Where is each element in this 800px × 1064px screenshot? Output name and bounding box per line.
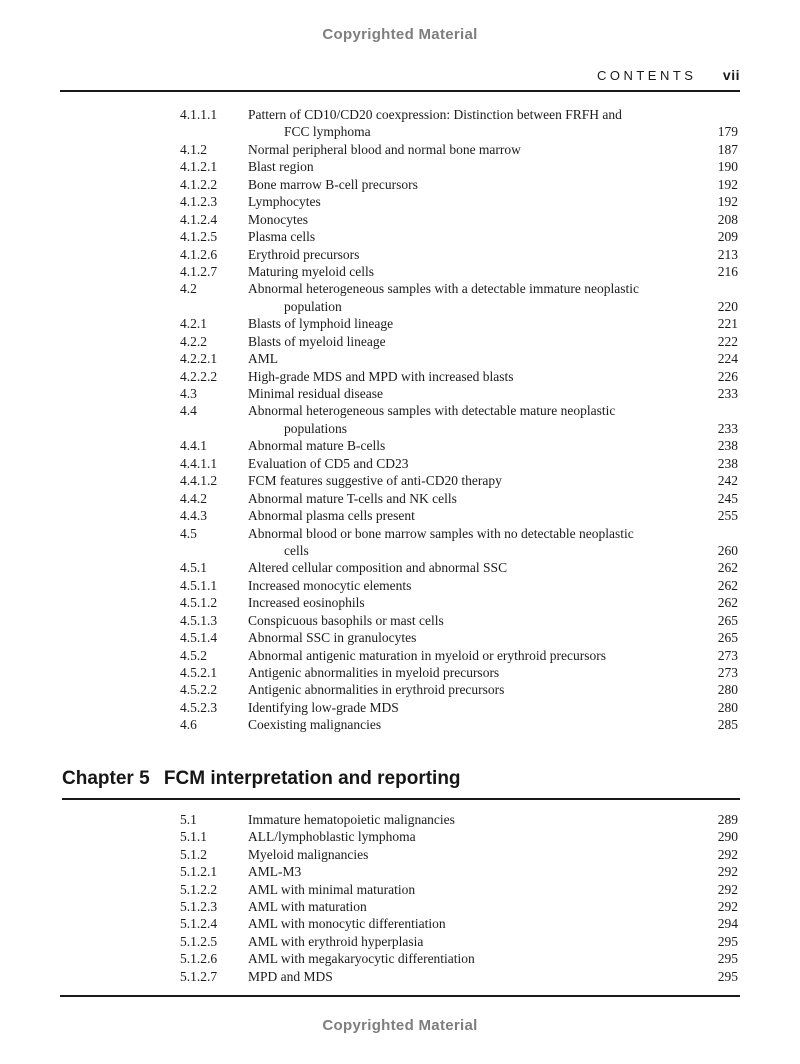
- toc-entry-number: 4.4.1.1: [180, 455, 218, 471]
- toc-entry-title: populations: [284, 420, 347, 436]
- toc-entry-page: 295: [717, 968, 738, 984]
- toc-entry-page: 216: [717, 263, 738, 279]
- toc-entry-line: [180, 664, 738, 681]
- toc-entry-line: [180, 594, 738, 611]
- toc-entry-title: Myeloid malignancies: [248, 846, 369, 862]
- toc-entry-number: 5.1.2.3: [180, 898, 218, 914]
- toc-entry-page: 238: [717, 438, 738, 454]
- toc-entry-title: Antigenic abnormalities in myeloid precursors: [248, 665, 500, 680]
- toc-entry-number: 5.1.2.2: [180, 881, 218, 897]
- toc-entry-page: 233: [717, 420, 738, 436]
- toc-entry-number: 5.1.2.5: [180, 933, 218, 949]
- toc-entry-line: [180, 472, 738, 489]
- toc-entry-number: 4.4.1.2: [180, 473, 218, 489]
- toc-entry-title: Conspicuous basophils or mast cells: [248, 612, 444, 628]
- toc-entry-title: Erythroid precursors: [248, 246, 360, 262]
- toc-entry-title: Altered cellular composition and abnormal SSC: [248, 560, 508, 576]
- toc-entry-page: 280: [717, 682, 738, 698]
- toc-entry-title: Abnormal SSC in granulocytes: [248, 630, 417, 646]
- toc-entry-number: 4.1.2.4: [180, 211, 218, 227]
- toc-entry-title: AML with megakaryocytic differentiation: [248, 951, 475, 967]
- toc-entry-line: [180, 106, 738, 123]
- toc-entry-line: [180, 368, 738, 385]
- toc-entry-line: [180, 158, 738, 175]
- toc-entry-line: [180, 141, 738, 158]
- toc-entry-page: 179: [717, 124, 738, 140]
- toc-chapter5-entries: [180, 811, 738, 985]
- toc-entry-number: 4.5.2: [180, 647, 207, 663]
- toc-entry-number: 4.2.2.2: [180, 368, 218, 384]
- toc-entry-line: [180, 950, 738, 967]
- toc-entry-title: AML with minimal maturation: [248, 881, 416, 897]
- toc-entry-title: Monocytes: [248, 211, 308, 227]
- toc-entry-page: 292: [717, 864, 738, 880]
- chapter5-label: Chapter 5: [62, 767, 150, 789]
- toc-entry-page: 224: [717, 351, 738, 367]
- toc-entry-page: 262: [717, 595, 738, 611]
- toc-entry-page: 260: [717, 542, 738, 558]
- toc-entry-title: ALL/lymphoblastic lymphoma: [248, 829, 416, 845]
- toc-entry-line: [180, 881, 738, 898]
- toc-entry-page: 209: [717, 229, 738, 245]
- toc-entry-number: 4.5.1.3: [180, 612, 218, 628]
- page-number-folio: vii: [722, 67, 740, 83]
- toc-entry-number: 5.1: [180, 811, 197, 827]
- toc-entry-title: Abnormal antigenic maturation in myeloid or erythroid precursors: [248, 647, 607, 663]
- toc-entry-title: Antigenic abnormalities in erythroid precursors: [248, 682, 505, 698]
- toc-entry-number: 4.2.1: [180, 316, 207, 332]
- toc-entry-line: [180, 246, 738, 263]
- toc-entry-number: 4.2.2.1: [180, 351, 218, 367]
- toc-entry-title: Plasma cells: [248, 229, 316, 245]
- toc-entry-line: [180, 846, 738, 863]
- toc-entry-number: 4.5.1.4: [180, 630, 218, 646]
- toc-entry-page: 226: [717, 368, 738, 384]
- toc-entry-title: Blasts of lymphoid lineage: [248, 316, 394, 332]
- toc-entry-page: 292: [717, 846, 738, 862]
- toc-entry-page: 265: [717, 630, 738, 646]
- toc-entry-number: 4.4: [180, 403, 197, 419]
- toc-entry-number: 4.3: [180, 386, 197, 401]
- toc-entry-number: 4.4.1: [180, 438, 207, 454]
- toc-entry-title: Abnormal mature B-cells: [248, 438, 386, 454]
- toc-entry-page: 273: [717, 665, 738, 680]
- toc-entry-page: 245: [717, 490, 738, 506]
- toc-entry-line: [180, 490, 738, 507]
- toc-entry-page: 213: [717, 246, 738, 262]
- toc-entry-number: 5.1.2.7: [180, 968, 218, 984]
- toc-entry-number: 4.5.1.2: [180, 595, 218, 611]
- toc-entry-line: [180, 385, 738, 402]
- toc-entry-line: [180, 437, 738, 454]
- toc-entry-page: 285: [717, 717, 738, 733]
- toc-entry-number: 5.1.2.4: [180, 916, 218, 932]
- toc-entry-line: [180, 263, 738, 280]
- toc-entry-page: 292: [717, 881, 738, 897]
- toc-entry-page: 294: [717, 916, 738, 932]
- toc-entry-title: Increased monocytic elements: [248, 577, 412, 593]
- toc-entry-page: 262: [717, 560, 738, 576]
- copyright-notice-top: Copyrighted Material: [322, 26, 478, 43]
- toc-entry-line: [180, 280, 738, 297]
- chapter5-heading: [62, 768, 740, 800]
- toc-entry-number: 5.1.1: [180, 829, 207, 845]
- toc-entry-number: 4.1.2.3: [180, 194, 218, 210]
- toc-entry-number: 5.1.2.6: [180, 951, 218, 967]
- toc-entry-line: [180, 681, 738, 698]
- toc-entry-line: [180, 420, 738, 437]
- toc-entry-line: [180, 577, 738, 594]
- toc-entry-number: 4.1.1.1: [180, 107, 218, 122]
- toc-entry-line: [180, 455, 738, 472]
- toc-entry-page: 280: [717, 699, 738, 715]
- toc-entry-page: 220: [717, 298, 738, 314]
- toc-entry-line: [180, 315, 738, 332]
- toc-entry-title: AML with erythroid hyperplasia: [248, 933, 424, 949]
- toc-entry-page: 262: [717, 577, 738, 593]
- toc-entry-title: Blasts of myeloid lineage: [248, 333, 386, 349]
- toc-entry-line: [180, 898, 738, 915]
- toc-entry-line: [180, 647, 738, 664]
- toc-entry-page: 295: [717, 933, 738, 949]
- toc-entry-title: FCM features suggestive of anti-CD20 therapy: [248, 473, 502, 489]
- chapter5-title: FCM interpretation and reporting: [163, 767, 461, 789]
- toc-entry-line: [180, 828, 738, 845]
- toc-entry-title: Increased eosinophils: [248, 595, 365, 611]
- toc-entry-title: MPD and MDS: [248, 968, 333, 984]
- toc-entry-page: 187: [717, 141, 738, 157]
- toc-entry-line: [180, 402, 738, 419]
- toc-entry-page: 292: [717, 898, 738, 914]
- toc-entry-line: [180, 123, 738, 140]
- toc-entry-title: Minimal residual disease: [248, 386, 383, 401]
- toc-entry-line: [180, 629, 738, 646]
- toc-entry-title: Normal peripheral blood and normal bone marrow: [248, 141, 521, 157]
- toc-entry-line: [180, 863, 738, 880]
- toc-entry-line: [180, 228, 738, 245]
- toc-entry-number: 4.5.1.1: [180, 577, 218, 593]
- toc-entry-title: Abnormal plasma cells present: [248, 508, 415, 524]
- toc-entry-number: 4.1.2.6: [180, 246, 218, 262]
- toc-entry-page: 238: [717, 455, 738, 471]
- toc-entry-number: 4.2: [180, 281, 197, 297]
- toc-entry-number: 4.4.3: [180, 508, 207, 524]
- toc-entry-title: AML-M3: [248, 864, 302, 880]
- toc-entry-page: 295: [717, 951, 738, 967]
- toc-entry-number: 4.1.2: [180, 141, 207, 157]
- toc-entry-number: 4.6: [180, 717, 197, 733]
- copyright-notice-bottom: Copyrighted Material: [322, 1017, 478, 1035]
- toc-entry-title: Pattern of CD10/CD20 coexpression: Distinction between FRFH and: [248, 107, 622, 122]
- contents-header-label: CONTENTS: [596, 68, 697, 83]
- toc-entry-number: 4.1.2.2: [180, 176, 218, 192]
- toc-entry-line: [180, 193, 738, 210]
- toc-entry-title: Abnormal heterogeneous samples with detectable mature neoplastic: [248, 403, 616, 419]
- toc-entry-number: 4.5.1: [180, 560, 207, 576]
- toc-entry-line: [180, 507, 738, 524]
- toc-entry-line: [180, 933, 738, 950]
- toc-entry-number: 4.5.2.3: [180, 699, 218, 715]
- toc-entry-page: 255: [717, 508, 738, 524]
- toc-entry-title: Identifying low-grade MDS: [248, 699, 399, 715]
- toc-entry-line: [180, 716, 738, 733]
- toc-entry-title: Abnormal mature T-cells and NK cells: [248, 490, 457, 506]
- toc-entry-line: [180, 350, 738, 367]
- toc-entry-page: 242: [717, 473, 738, 489]
- toc-entry-page: 273: [717, 647, 738, 663]
- page-header: [60, 67, 740, 92]
- toc-entry-title: Immature hematopoietic malignancies: [248, 811, 455, 827]
- toc-entry-number: 4.1.2.5: [180, 229, 218, 245]
- toc-entry-page: 190: [717, 159, 738, 175]
- toc-entry-page: 192: [717, 176, 738, 192]
- toc-entry-title: Maturing myeloid cells: [248, 263, 374, 279]
- toc-entry-line: [180, 333, 738, 350]
- toc-entry-line: [180, 525, 738, 542]
- toc-entry-line: [180, 542, 738, 559]
- toc-entry-title: AML with monocytic differentiation: [248, 916, 446, 932]
- toc-entry-line: [180, 968, 738, 985]
- toc-entry-number: 4.1.2.1: [180, 159, 218, 175]
- toc-entry-number: 4.5.2.1: [180, 665, 218, 680]
- toc-entry-title: Coexisting malignancies: [248, 717, 382, 733]
- bottom-rule: [60, 995, 740, 997]
- toc-entry-line: [180, 699, 738, 716]
- toc-entry-line: [180, 211, 738, 228]
- toc-entry-page: 221: [717, 316, 738, 332]
- toc-entry-number: 5.1.2: [180, 846, 207, 862]
- toc-entry-title: Lymphocytes: [248, 194, 321, 210]
- toc-entry-page: 265: [717, 612, 738, 628]
- toc-entry-line: [180, 811, 738, 828]
- toc-entry-title: Abnormal blood or bone marrow samples with no detectable neoplastic: [248, 525, 634, 541]
- toc-entry-title: AML with maturation: [248, 898, 367, 914]
- toc-entry-page: 290: [717, 829, 738, 845]
- toc-entry-page: 192: [717, 194, 738, 210]
- toc-entry-title: Abnormal heterogeneous samples with a detectable immature neoplastic: [248, 281, 639, 297]
- toc-entry-number: 4.4.2: [180, 490, 207, 506]
- toc-entry-title: cells: [284, 542, 309, 558]
- toc-entry-number: 4.5.2.2: [180, 682, 218, 698]
- toc-entry-title: Blast region: [248, 159, 314, 175]
- toc-entry-line: [180, 612, 738, 629]
- toc-chapter4-continuation: [180, 106, 738, 734]
- toc-entry-page: 208: [717, 211, 738, 227]
- toc-entry-page: 289: [717, 811, 738, 827]
- toc-entry-line: [180, 915, 738, 932]
- toc-entry-number: 4.2.2: [180, 333, 207, 349]
- toc-entry-title: High-grade MDS and MPD with increased blasts: [248, 368, 514, 384]
- toc-entry-page: 222: [717, 333, 738, 349]
- toc-entry-title: Bone marrow B-cell precursors: [248, 176, 418, 192]
- toc-entry-title: Evaluation of CD5 and CD23: [248, 455, 409, 471]
- toc-entry-number: 4.5: [180, 525, 197, 541]
- toc-entry-title: AML: [248, 351, 278, 367]
- toc-entry-page: 233: [717, 386, 738, 401]
- toc-entry-number: 5.1.2.1: [180, 864, 218, 880]
- toc-entry-title: FCC lymphoma: [284, 124, 371, 140]
- toc-entry-title: population: [284, 298, 342, 314]
- toc-entry-line: [180, 298, 738, 315]
- toc-entry-line: [180, 559, 738, 576]
- toc-entry-number: 4.1.2.7: [180, 263, 218, 279]
- toc-entry-line: [180, 176, 738, 193]
